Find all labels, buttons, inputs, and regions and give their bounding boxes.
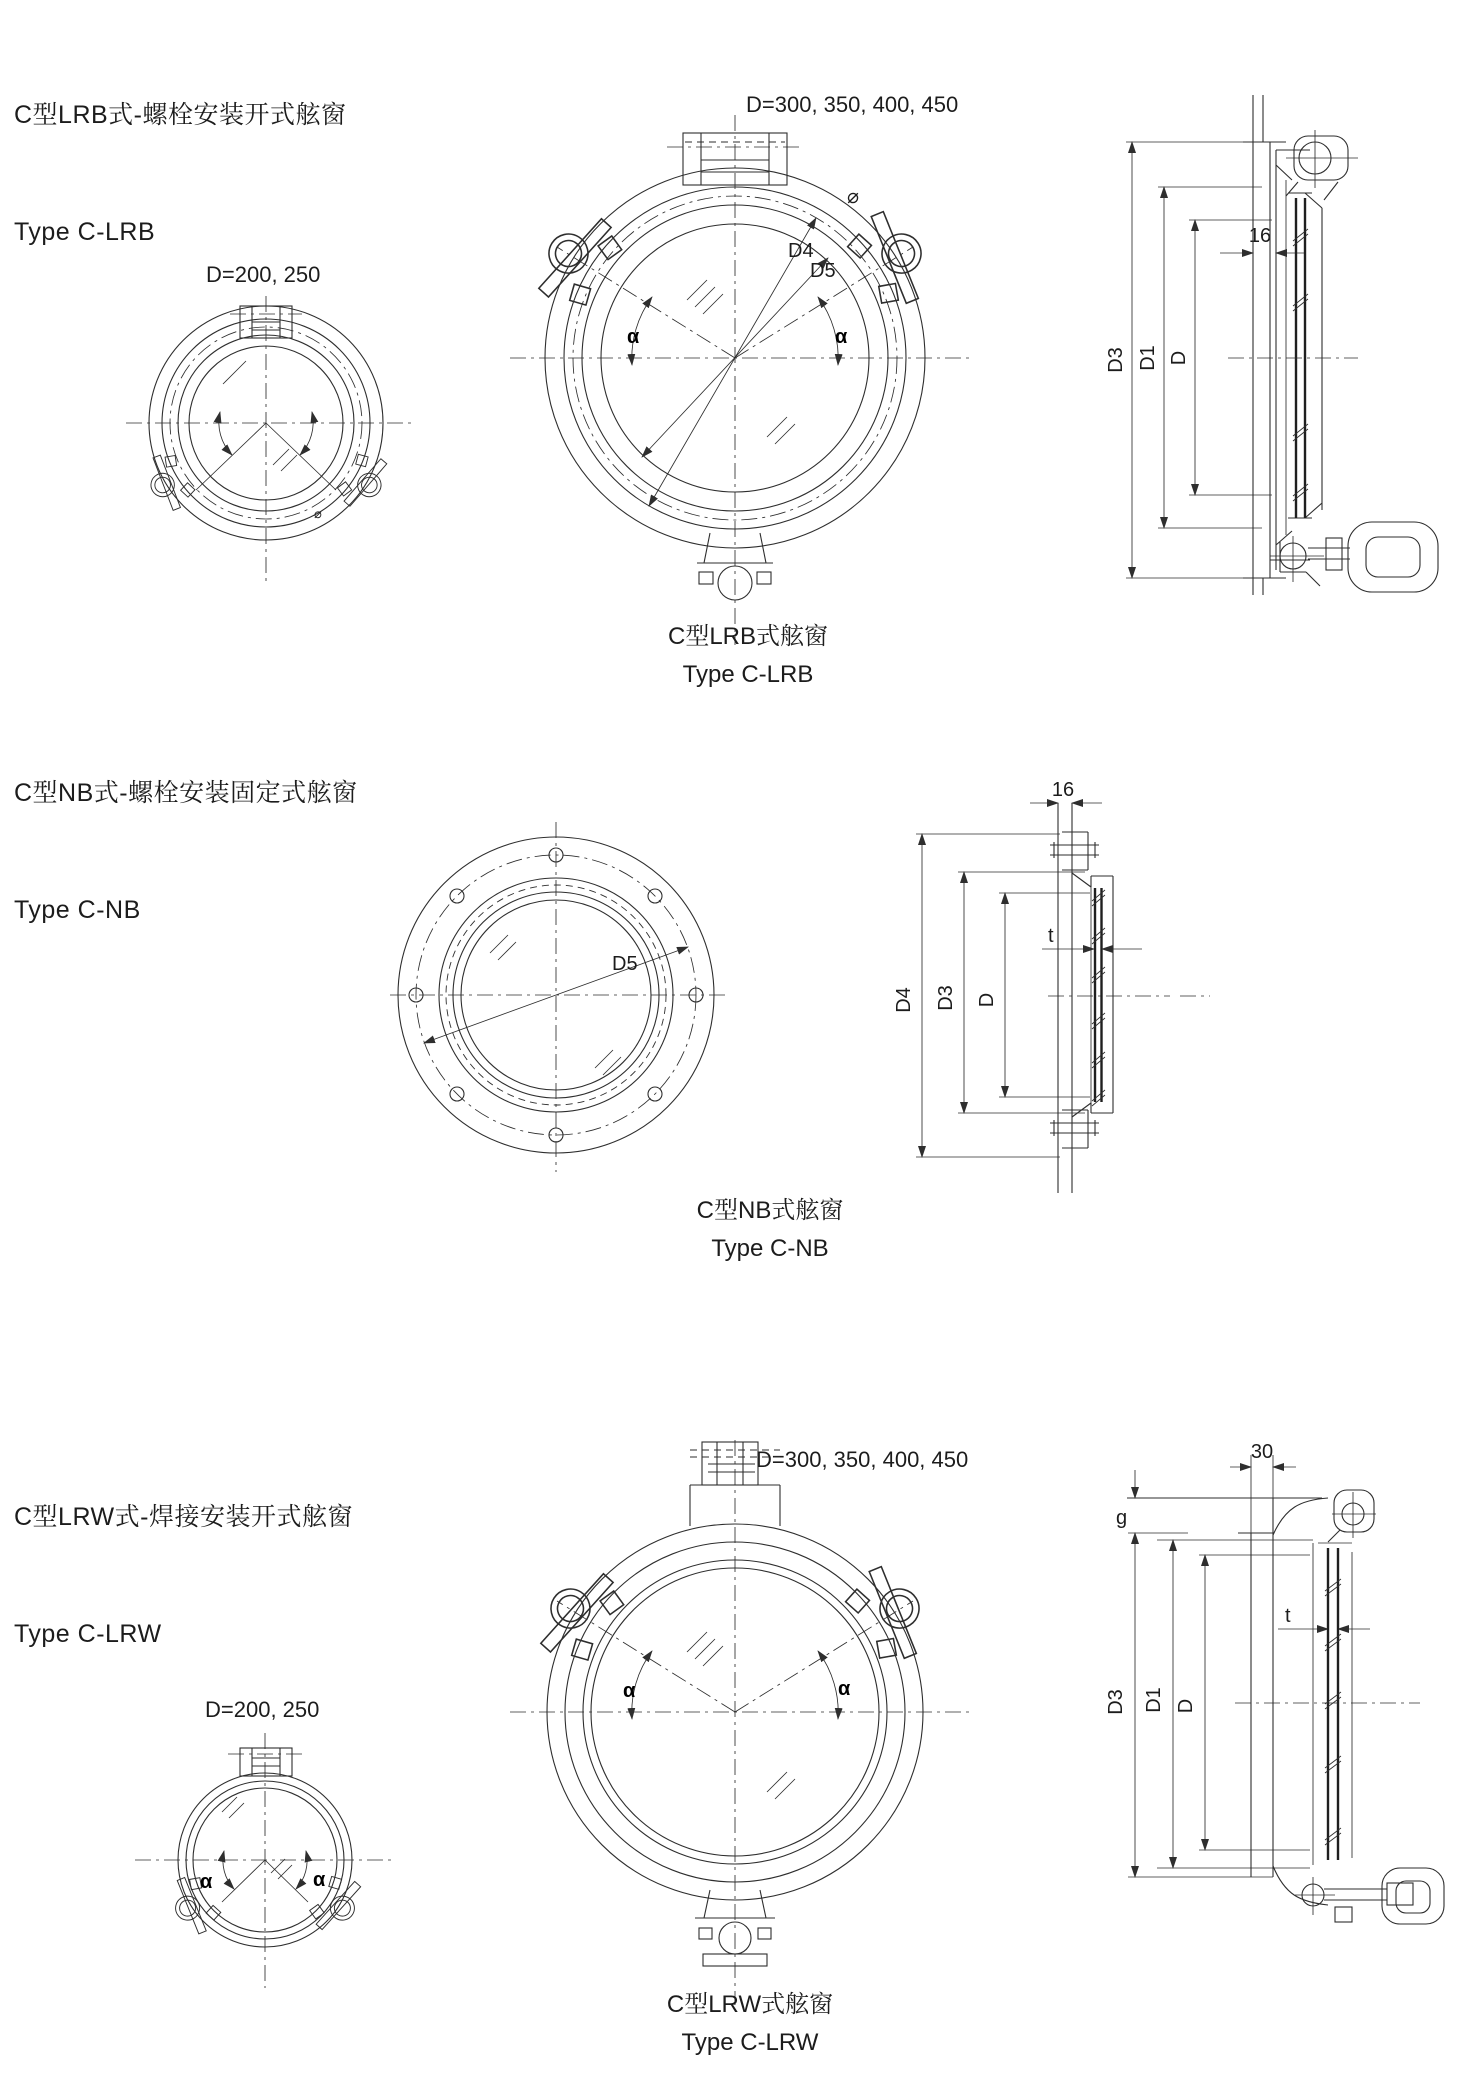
d-label: D <box>1175 1698 1197 1714</box>
hinge <box>1328 1490 1376 1542</box>
lrb-small-front-view <box>130 288 420 588</box>
centerlines <box>126 296 414 584</box>
section-lrb-title-zh: C型LRB式-螺栓安装开式舷窗 <box>14 101 347 129</box>
glass-hatch <box>490 935 621 1075</box>
lrb-caption-zh: C型LRB式舷窗 <box>667 623 829 650</box>
section-lrw-title-en: Type C-LRW <box>14 1620 162 1648</box>
dimensions <box>1105 142 1305 578</box>
alpha-label-left: α <box>200 1871 213 1893</box>
centerlines <box>510 1440 970 2005</box>
lrb-caption <box>578 618 918 694</box>
lrw-large-front-view <box>505 1440 975 2020</box>
angle-arc-left <box>223 1851 234 1889</box>
alpha-label-left: α <box>627 326 640 348</box>
d1-label: D1 <box>1137 345 1159 371</box>
swing-bolt-handle <box>1270 522 1438 592</box>
angle-arc-right <box>300 412 313 455</box>
d5-label: D5 <box>612 953 638 975</box>
lrw-caption-en: Type C-LRW <box>681 2029 819 2056</box>
lrw-caption <box>580 1986 920 2062</box>
d3-label: D3 <box>1105 1689 1127 1715</box>
alpha-label-left: α <box>623 1680 636 1702</box>
angle-arc-right <box>296 1851 307 1889</box>
d5-label: D5 <box>810 260 836 282</box>
hinge <box>1286 130 1358 200</box>
nb-caption-zh: C型NB式舷窗 <box>696 1197 844 1224</box>
lrw-small-front-view <box>140 1670 400 2000</box>
wing-nut-left <box>162 1870 225 1940</box>
dim16-label: 16 <box>1248 225 1272 247</box>
glass-pane <box>1325 1548 1341 1860</box>
frame-ring <box>1072 873 1113 1117</box>
top-lug <box>228 1748 304 1776</box>
lrb-large-diameter-label: D=300, 350, 400, 450 <box>746 92 959 117</box>
g-label: g <box>1116 1507 1128 1529</box>
wing-nut-right <box>838 1558 941 1671</box>
lrb-caption-en: Type C-LRB <box>682 661 814 688</box>
dimensions <box>893 779 1142 1157</box>
dim30-label: 30 <box>1250 1441 1274 1463</box>
glass-hatch <box>687 1632 795 1799</box>
d3-label: D3 <box>1105 347 1127 373</box>
phi-mark: ⌀ <box>314 506 322 521</box>
lrw-small-diameter-label: D=200, 250 <box>205 1697 320 1722</box>
swing-bolt-handle <box>1295 1868 1444 1924</box>
glass-hatch <box>687 280 795 444</box>
lrb-section-view <box>1100 90 1475 610</box>
glass-pane <box>1092 888 1105 1106</box>
nb-section-view <box>880 760 1310 1200</box>
nb-caption-en: Type C-NB <box>711 1235 829 1262</box>
angle-arc-right <box>818 1651 838 1719</box>
phi-mark: ⌀ <box>847 186 860 208</box>
alpha-label-right: α <box>838 1678 851 1700</box>
d1-label: D1 <box>1143 1687 1165 1713</box>
section-lrw-title-zh: C型LRW式-焊接安装开式舷窗 <box>14 1503 353 1531</box>
section-lrb-title-en: Type C-LRB <box>14 218 156 246</box>
t-label: t <box>1048 925 1054 947</box>
lrw-caption-zh: C型LRW式舷窗 <box>666 1991 834 2018</box>
lrw-large-diameter-label: D=300, 350, 400, 450 <box>756 1447 969 1472</box>
t-label: t <box>1285 1605 1291 1627</box>
angle-arc-left <box>219 412 232 455</box>
d3-label: D3 <box>935 985 957 1011</box>
glass-hatch <box>222 1797 292 1879</box>
nb-front-view <box>390 820 730 1176</box>
wing-nut-left <box>529 1558 632 1671</box>
section-nb-title <box>14 696 358 1008</box>
frame-body <box>1243 95 1322 595</box>
centerlines <box>510 115 970 645</box>
d4-label: D4 <box>788 240 814 262</box>
alpha-label-right: α <box>835 326 848 348</box>
d4-label: D4 <box>893 987 915 1013</box>
d-label: D <box>976 992 998 1008</box>
alpha-label-right: α <box>313 1869 326 1891</box>
section-nb-title-zh: C型NB式-螺栓安装固定式舷窗 <box>14 779 358 807</box>
dim16-label: 16 <box>1051 779 1075 801</box>
lrb-large-front-view <box>505 85 975 660</box>
d-label: D <box>1168 350 1190 366</box>
lrb-small-diameter-label: D=200, 250 <box>206 262 321 287</box>
glass-hatch <box>223 361 297 471</box>
dimensions <box>1105 1441 1370 1877</box>
mounting-flange <box>1050 803 1099 1193</box>
nb-caption <box>600 1192 940 1268</box>
lrw-section-view <box>1100 1440 1475 2000</box>
section-nb-title-en: Type C-NB <box>14 896 141 924</box>
centerlines <box>390 822 726 1172</box>
